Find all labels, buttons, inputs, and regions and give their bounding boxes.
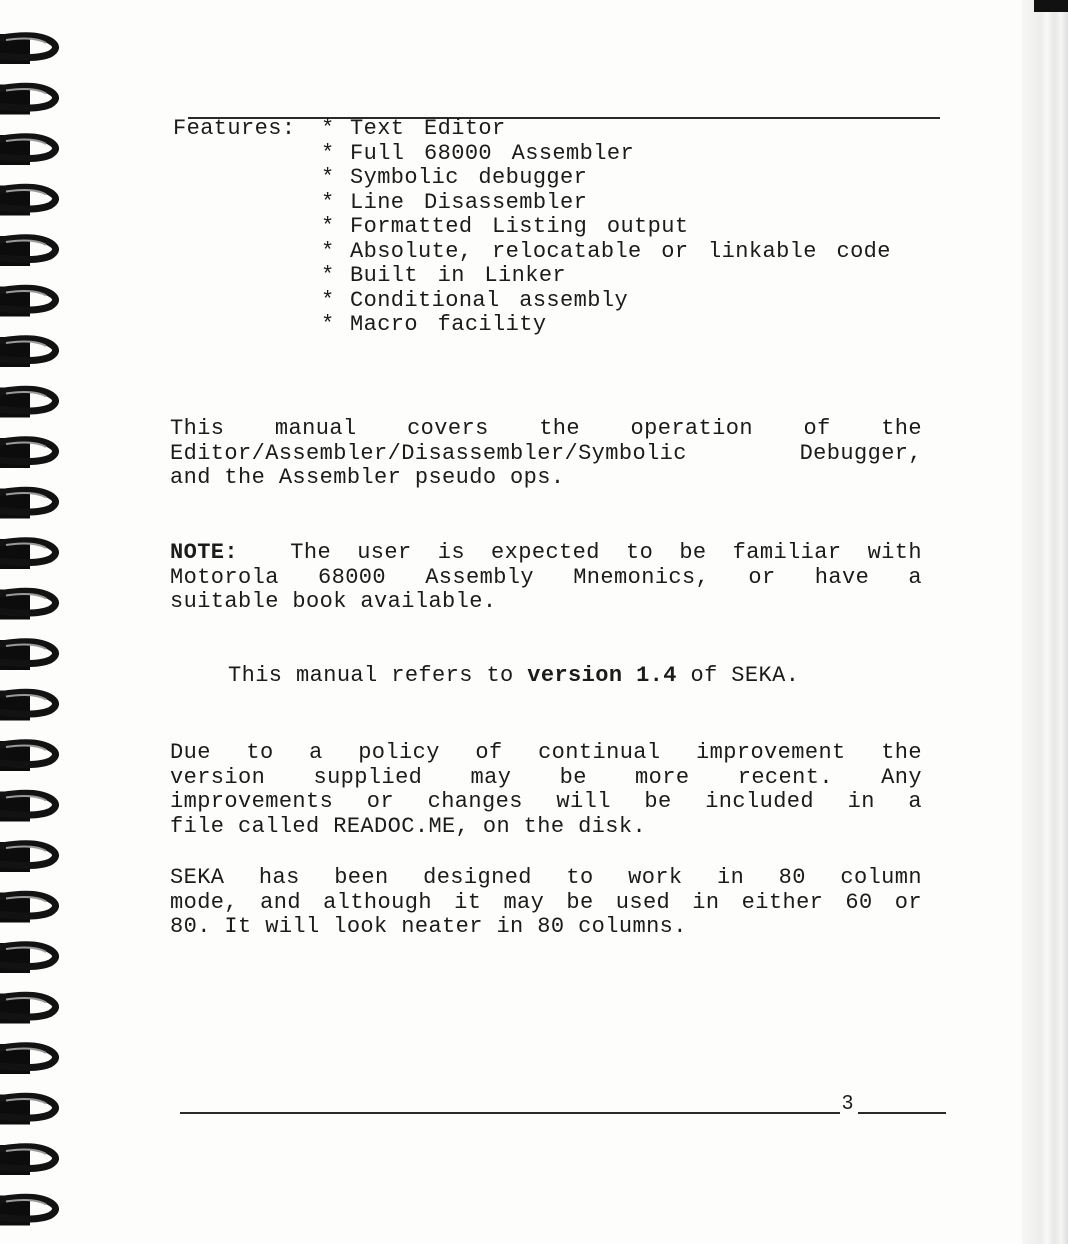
binding-coil [0, 1196, 56, 1226]
feature-item: * Formatted Listing output [321, 214, 689, 239]
binding-coil [0, 337, 56, 367]
version-number: version 1.4 [527, 663, 677, 688]
columns-paragraph: SEKA has been designed to work in 80 column mode, and although it may be used in either 60 or 80. It will look neater in 80 columns. [170, 865, 922, 939]
binding-coil [0, 489, 56, 519]
feature-item: * Symbolic debugger [321, 165, 588, 190]
binding-coil [0, 1095, 56, 1125]
spiral-binding [0, 0, 70, 1244]
binding-coil [0, 994, 56, 1024]
coverage-paragraph: This manual covers the operation of the Editor/Assembler/Disassembler/Symbolic Debugger, and the Assembler pseudo ops. [170, 416, 922, 490]
binding-coil [0, 186, 56, 216]
bullet-star: * [321, 312, 335, 337]
feature-item: * Built in Linker [321, 263, 567, 288]
improvement-paragraph: Due to a policy of continual improvement the version supplied may be more recent. Any improvements or changes will be included in a file called READOC.ME, on the disk. [170, 740, 922, 839]
feature-item: * Full 68000 Assembler [321, 140, 635, 166]
binding-coil [0, 287, 56, 317]
feature-item: * Line Disassembler [321, 189, 588, 215]
binding-coil [0, 85, 56, 115]
page-corner-shadow [1034, 0, 1068, 12]
binding-coil [0, 438, 56, 468]
bullet-star: * [321, 214, 335, 239]
note-label: NOTE: [170, 540, 239, 565]
binding-coil [0, 1044, 56, 1074]
binding-coil [0, 1145, 56, 1175]
bullet-star: * [321, 116, 335, 141]
binding-coil [0, 539, 56, 569]
binding-coil [0, 691, 56, 721]
footer-rule-right [858, 1112, 946, 1114]
feature-item: * Macro facility [321, 312, 547, 337]
binding-coil [0, 741, 56, 771]
binding-coil [0, 236, 56, 266]
feature-item: * Absolute, relocatable or linkable code [321, 238, 891, 264]
page-number: 3 [842, 1092, 854, 1114]
binding-coil [0, 792, 56, 822]
bullet-star: * [321, 287, 335, 313]
bullet-star: * [321, 263, 335, 288]
features-label: Features: [173, 116, 296, 141]
feature-item: * Conditional assembly [321, 287, 629, 313]
binding-coil [0, 893, 56, 923]
binding-coil [0, 34, 56, 64]
version-line: This manual refers to version 1.4 of SEKA. [228, 663, 800, 688]
bullet-star: * [321, 238, 335, 264]
feature-item: * Text Editor [321, 116, 506, 141]
bullet-star: * [321, 189, 335, 215]
footer-rule-left [180, 1112, 840, 1114]
binding-coil [0, 590, 56, 620]
binding-coil [0, 640, 56, 670]
binding-coil [0, 842, 56, 872]
binding-coil [0, 135, 56, 165]
features-list [321, 117, 901, 338]
binding-coil [0, 943, 56, 973]
note-paragraph: NOTE: The user is expected to be familiar with Motorola 68000 Assembly Mnemonics, or have a suitable book available. [170, 540, 922, 614]
page-stack-edge [1022, 0, 1068, 1244]
bullet-star: * [321, 140, 335, 166]
binding-coil [0, 388, 56, 418]
bullet-star: * [321, 165, 335, 190]
